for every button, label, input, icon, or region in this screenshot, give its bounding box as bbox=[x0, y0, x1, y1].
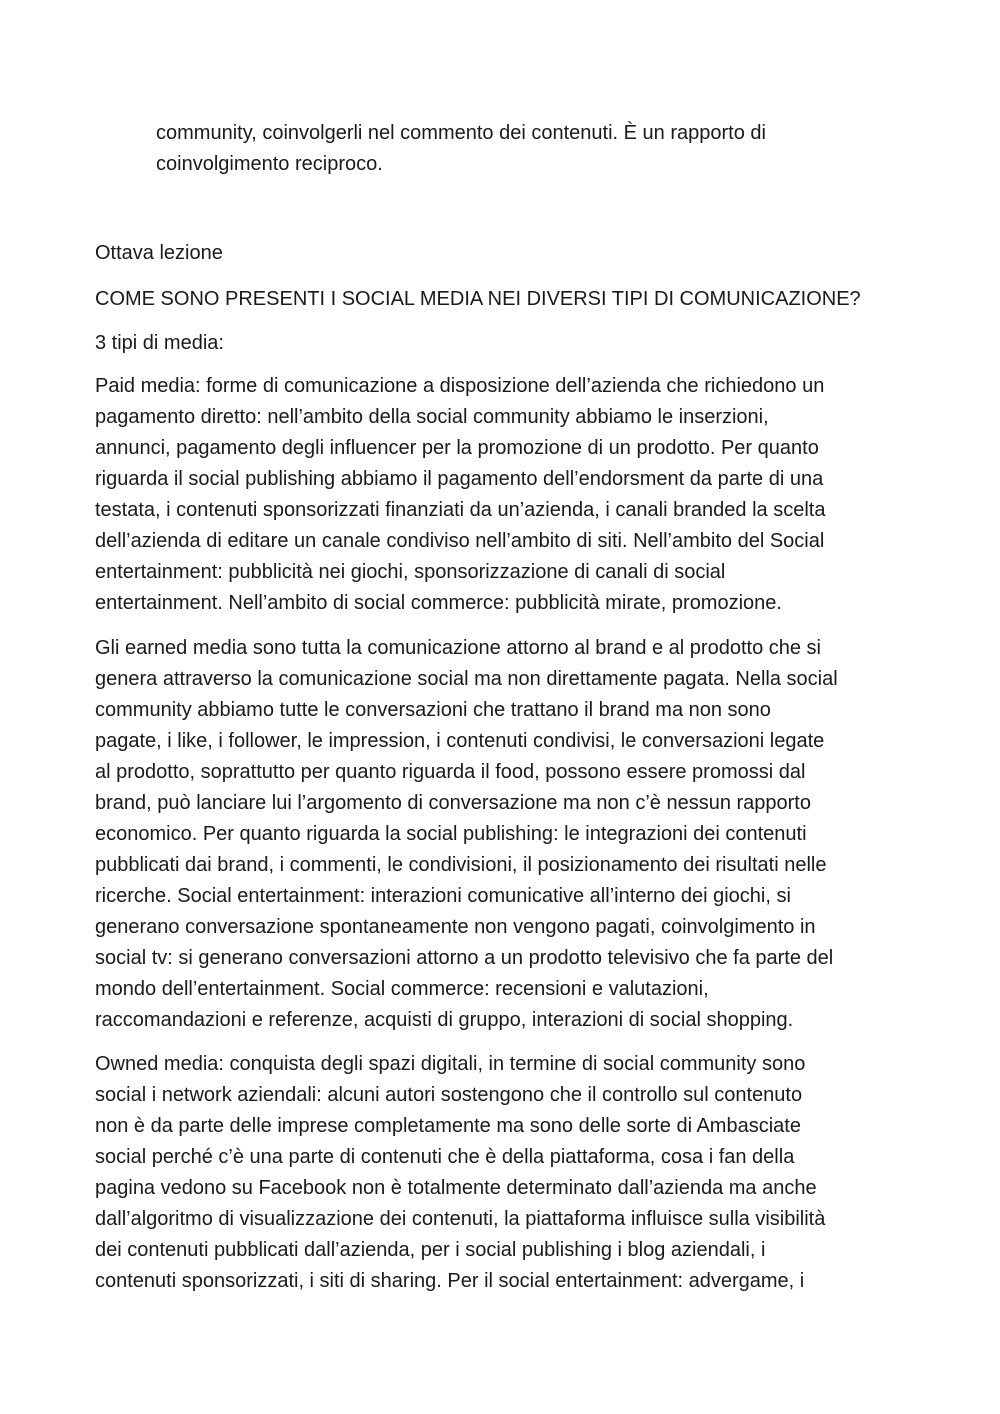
text-line: non è da parte delle imprese completamente ma sono delle sorte di Ambasciate bbox=[95, 1115, 801, 1137]
text-line: genera attraverso la comunicazione social ma non direttamente pagata. Nella social bbox=[95, 668, 838, 690]
text-line: generano conversazione spontaneamente non vengono pagati, coinvolgimento in bbox=[95, 916, 816, 938]
text-line: ricerche. Social entertainment: interazioni comunicative all’interno dei giochi, si bbox=[95, 885, 791, 907]
text-line: social i network aziendali: alcuni autori sostengono che il controllo sul contenuto bbox=[95, 1084, 803, 1106]
text-line: Paid media: forme di comunicazione a disposizione dell’azienda che richiedono un bbox=[95, 375, 825, 397]
text-line: raccomandazioni e referenze, acquisti di gruppo, interazioni di social shopping. bbox=[95, 1009, 794, 1031]
text-line: community, coinvolgerli nel commento dei contenuti. È un rapporto di bbox=[156, 122, 766, 144]
text-line: entertainment: pubblicità nei giochi, sponsorizzazione di canali di social bbox=[95, 561, 726, 583]
text-line: pagina vedono su Facebook non è totalmente determinato dall’azienda ma anche bbox=[95, 1177, 817, 1199]
section-question: COME SONO PRESENTI I SOCIAL MEDIA NEI DIVERSI TIPI DI COMUNICAZIONE? bbox=[95, 288, 861, 310]
text-line: contenuti sponsorizzati, i siti di sharing. Per il social entertainment: advergame, i bbox=[95, 1270, 805, 1292]
text-line: brand, può lanciare lui l’argomento di conversazione ma non c’è nessun rapporto bbox=[95, 792, 811, 814]
earned-media-paragraph bbox=[95, 633, 907, 1036]
text-line: Owned media: conquista degli spazi digitali, in termine di social community sono bbox=[95, 1053, 806, 1075]
media-types-intro: 3 tipi di media: bbox=[95, 332, 224, 354]
text-line: coinvolgimento reciproco. bbox=[156, 153, 383, 175]
text-line: dall’algoritmo di visualizzazione dei contenuti, la piattaforma influisce sulla visibilità bbox=[95, 1208, 826, 1230]
text-line: entertainment. Nell’ambito di social commerce: pubblicità mirate, promozione. bbox=[95, 592, 782, 614]
text-line: pagate, i like, i follower, le impression, i contenuti condivisi, le conversazioni legate bbox=[95, 730, 825, 752]
text-line: annunci, pagamento degli influencer per la promozione di un prodotto. Per quanto bbox=[95, 437, 819, 459]
text-line: pagamento diretto: nell’ambito della social community abbiamo le inserzioni, bbox=[95, 406, 769, 428]
text-line: economico. Per quanto riguarda la social publishing: le integrazioni dei contenuti bbox=[95, 823, 807, 845]
text-line: al prodotto, soprattutto per quanto riguarda il food, possono essere promossi dal bbox=[95, 761, 806, 783]
text-line: testata, i contenuti sponsorizzati finanziati da un’azienda, i canali branded la scelta bbox=[95, 499, 826, 521]
text-line: social tv: si generano conversazioni attorno a un prodotto televisivo che fa parte del bbox=[95, 947, 834, 969]
text-line: dei contenuti pubblicati dall’azienda, per i social publishing i blog aziendali, i bbox=[95, 1239, 766, 1261]
section-title: Ottava lezione bbox=[95, 242, 223, 264]
text-line: dell’azienda di editare un canale condiviso nell’ambito di siti. Nell’ambito del Social bbox=[95, 530, 825, 552]
text-line: mondo dell’entertainment. Social commerce: recensioni e valutazioni, bbox=[95, 978, 709, 1000]
owned-media-paragraph bbox=[95, 1049, 907, 1297]
text-line: Gli earned media sono tutta la comunicazione attorno al brand e al prodotto che si bbox=[95, 637, 821, 659]
text-line: social perché c’è una parte di contenuti che è della piattaforma, cosa i fan della bbox=[95, 1146, 795, 1168]
text-line: riguarda il social publishing abbiamo il pagamento dell’endorsment da parte di una bbox=[95, 468, 824, 490]
text-line: community abbiamo tutte le conversazioni che trattano il brand ma non sono bbox=[95, 699, 771, 721]
text-line: pubblicati dai brand, i commenti, le condivisioni, il posizionamento dei risultati nelle bbox=[95, 854, 827, 876]
paid-media-paragraph bbox=[95, 371, 907, 619]
continuation-paragraph bbox=[156, 118, 856, 180]
